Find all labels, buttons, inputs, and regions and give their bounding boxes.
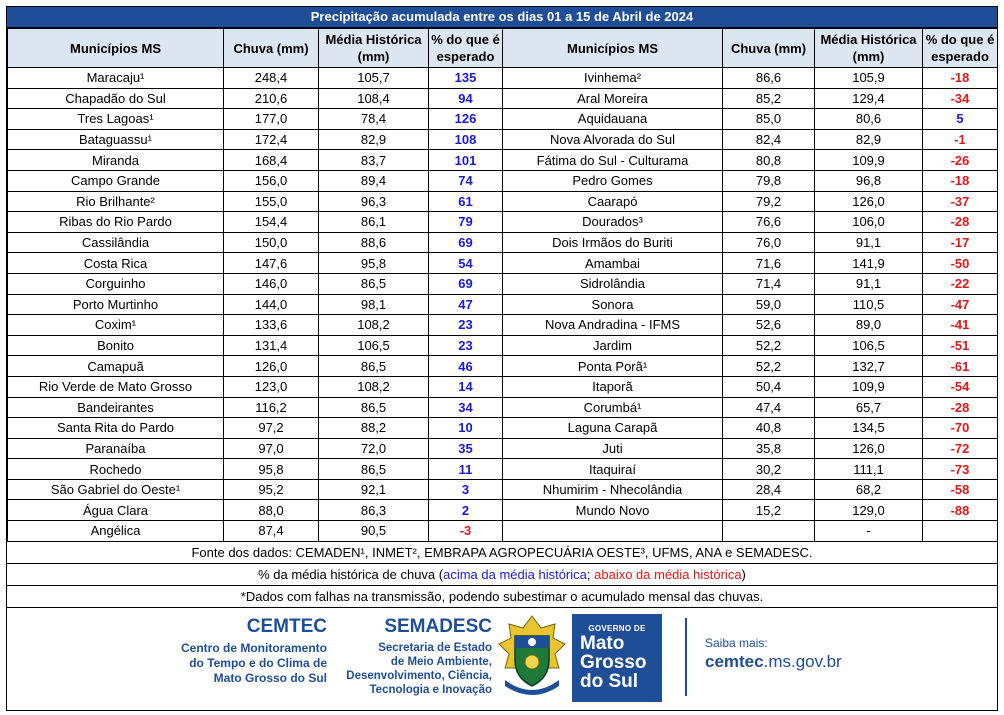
cell-name: Cassilândia	[8, 232, 224, 253]
cell-pct: -37	[923, 191, 998, 212]
table-row	[8, 253, 998, 274]
cell-name: Chapadão do Sul	[8, 88, 224, 109]
cell-media: -	[815, 521, 923, 542]
cell-media: 88,2	[319, 418, 429, 439]
table-row	[8, 191, 998, 212]
cell-chuva: 35,8	[723, 438, 815, 459]
cell-chuva: 40,8	[723, 418, 815, 439]
cell-media: 110,5	[815, 294, 923, 315]
cell-name: Corguinho	[8, 273, 224, 294]
cell-chuva: 71,4	[723, 273, 815, 294]
table-row	[8, 129, 998, 150]
table-row	[8, 232, 998, 253]
table-header-row	[8, 29, 998, 68]
transmission-note: *Dados com falhas na transmissão, podendo subestimar o acumulado mensal das chuvas.	[7, 586, 997, 608]
cell-media: 126,0	[815, 191, 923, 212]
cell-pct: 135	[429, 68, 503, 89]
cell-media: 106,0	[815, 212, 923, 233]
legend-sep: ;	[586, 566, 595, 582]
cell-name: Nhumirim - Nhecolândia	[503, 479, 723, 500]
cell-name: Coxim¹	[8, 315, 224, 336]
cell-media: 82,9	[815, 129, 923, 150]
gov-line3: do Sul	[580, 671, 639, 692]
cell-chuva: 97,2	[224, 418, 319, 439]
cell-pct: -1	[923, 129, 998, 150]
semadesc-line4: Tecnologia e Inovação	[369, 684, 492, 696]
precipitation-table	[7, 28, 998, 542]
cell-pct: -73	[923, 459, 998, 480]
cell-media: 109,9	[815, 376, 923, 397]
cell-pct: -28	[923, 397, 998, 418]
table-row	[8, 356, 998, 377]
cell-name: Juti	[503, 438, 723, 459]
cell-pct: 34	[429, 397, 503, 418]
cell-media: 105,7	[319, 68, 429, 89]
cell-chuva: 47,4	[723, 397, 815, 418]
cell-chuva: 52,2	[723, 335, 815, 356]
cell-name: Bandeirantes	[8, 397, 224, 418]
cell-chuva: 95,2	[224, 479, 319, 500]
cell-chuva	[723, 521, 815, 542]
cell-pct: 54	[429, 253, 503, 274]
cell-chuva: 76,0	[723, 232, 815, 253]
cell-chuva: 133,6	[224, 315, 319, 336]
table-row	[8, 294, 998, 315]
semadesc-line1: Secretaria de Estado	[378, 642, 492, 654]
header-chuva-right: Chuva (mm)	[723, 29, 815, 68]
cell-chuva: 156,0	[224, 170, 319, 191]
cell-media: 91,1	[815, 232, 923, 253]
cell-media: 72,0	[319, 438, 429, 459]
table-row	[8, 500, 998, 521]
cell-name: Sidrolândia	[503, 273, 723, 294]
cell-pct: -72	[923, 438, 998, 459]
cell-chuva: 95,8	[224, 459, 319, 480]
cell-pct: -41	[923, 315, 998, 336]
cell-pct: -34	[923, 88, 998, 109]
cell-name: Corumbá¹	[503, 397, 723, 418]
header-municipio-right: Municípios MS	[503, 29, 723, 68]
report-title: Precipitação acumulada entre os dias 01 a 15 de Abril de 2024	[7, 7, 997, 28]
website-rest: .ms.gov.br	[763, 652, 842, 671]
cell-chuva: 88,0	[224, 500, 319, 521]
cell-media: 86,5	[319, 356, 429, 377]
cemtec-line3: Mato Grosso do Sul	[213, 671, 327, 685]
cell-pct: -51	[923, 335, 998, 356]
cell-media: 126,0	[815, 438, 923, 459]
semadesc-line3: Desenvolvimento, Ciência,	[346, 670, 492, 682]
table-row	[8, 273, 998, 294]
cell-name: Camapuã	[8, 356, 224, 377]
cell-media: 88,6	[319, 232, 429, 253]
cell-chuva: 30,2	[723, 459, 815, 480]
cell-pct: -54	[923, 376, 998, 397]
table-row	[8, 212, 998, 233]
cell-name: Porto Murtinho	[8, 294, 224, 315]
cell-chuva: 147,6	[224, 253, 319, 274]
cell-pct: 126	[429, 109, 503, 130]
cell-name: Pedro Gomes	[503, 170, 723, 191]
cell-chuva: 52,2	[723, 356, 815, 377]
cell-pct: -70	[923, 418, 998, 439]
table-row	[8, 68, 998, 89]
cell-name: Campo Grande	[8, 170, 224, 191]
cell-chuva: 177,0	[224, 109, 319, 130]
table-row	[8, 109, 998, 130]
table-row	[8, 418, 998, 439]
legend-suffix: )	[741, 566, 746, 582]
cell-media: 86,3	[319, 500, 429, 521]
cell-media: 129,4	[815, 88, 923, 109]
cell-name: Sonora	[503, 294, 723, 315]
gov-small: GOVERNO DE	[588, 624, 646, 633]
cell-chuva: 28,4	[723, 479, 815, 500]
cell-media: 111,1	[815, 459, 923, 480]
cell-name: Rio Verde de Mato Grosso	[8, 376, 224, 397]
cell-chuva: 15,2	[723, 500, 815, 521]
cell-media: 134,5	[815, 418, 923, 439]
cell-pct: -3	[429, 521, 503, 542]
cell-name: São Gabriel do Oeste¹	[8, 479, 224, 500]
header-media-right: Média Histórica (mm)	[815, 29, 923, 68]
cell-pct: -18	[923, 68, 998, 89]
cell-pct: 35	[429, 438, 503, 459]
cell-chuva: 154,4	[224, 212, 319, 233]
table-row	[8, 479, 998, 500]
legend-above: acima da média histórica	[443, 566, 587, 582]
cell-media: 80,6	[815, 109, 923, 130]
cell-chuva: 150,0	[224, 232, 319, 253]
cell-chuva: 85,0	[723, 109, 815, 130]
cell-media: 91,1	[815, 273, 923, 294]
cell-media: 86,5	[319, 273, 429, 294]
cell-media: 68,2	[815, 479, 923, 500]
cell-media: 129,0	[815, 500, 923, 521]
cell-pct: 69	[429, 273, 503, 294]
cell-name: Itaquiraí	[503, 459, 723, 480]
cell-media: 108,4	[319, 88, 429, 109]
table-row	[8, 521, 998, 542]
cell-pct: 23	[429, 315, 503, 336]
cell-media: 108,2	[319, 376, 429, 397]
table-row	[8, 335, 998, 356]
table-row	[8, 170, 998, 191]
cell-media: 106,5	[815, 335, 923, 356]
table-row	[8, 397, 998, 418]
header-chuva-left: Chuva (mm)	[224, 29, 319, 68]
cell-chuva: 85,2	[723, 88, 815, 109]
cell-name: Rochedo	[8, 459, 224, 480]
cell-pct: 11	[429, 459, 503, 480]
cell-media: 106,5	[319, 335, 429, 356]
cell-name: Rio Brilhante²	[8, 191, 224, 212]
cell-media: 65,7	[815, 397, 923, 418]
cell-chuva: 131,4	[224, 335, 319, 356]
cell-pct: 10	[429, 418, 503, 439]
header-pct-left: % do que é esperado	[429, 29, 503, 68]
cell-name: Tres Lagoas¹	[8, 109, 224, 130]
cell-chuva: 76,6	[723, 212, 815, 233]
cell-name: Laguna Carapã	[503, 418, 723, 439]
cell-pct: 14	[429, 376, 503, 397]
legend-prefix: % da média histórica de chuva (	[258, 566, 444, 582]
footer-logos	[7, 606, 997, 710]
cell-name: Miranda	[8, 150, 224, 171]
cell-pct: 61	[429, 191, 503, 212]
cemtec-logo	[155, 616, 327, 686]
table-row	[8, 376, 998, 397]
cell-media: 105,9	[815, 68, 923, 89]
header-pct-right: % do que é esperado	[923, 29, 998, 68]
cell-name: Aral Moreira	[503, 88, 723, 109]
cell-media: 92,1	[319, 479, 429, 500]
government-logo	[572, 614, 662, 702]
cell-media: 90,5	[319, 521, 429, 542]
cell-name: Nova Andradina - IFMS	[503, 315, 723, 336]
cell-chuva: 172,4	[224, 129, 319, 150]
cemtec-line1: Centro de Monitoramento	[181, 641, 327, 655]
cell-media: 86,5	[319, 397, 429, 418]
cell-pct: -22	[923, 273, 998, 294]
table-row	[8, 315, 998, 336]
cell-chuva: 79,8	[723, 170, 815, 191]
cell-name: Mundo Novo	[503, 500, 723, 521]
cell-pct: -47	[923, 294, 998, 315]
cell-chuva: 80,8	[723, 150, 815, 171]
cell-media: 83,7	[319, 150, 429, 171]
cell-chuva: 210,6	[224, 88, 319, 109]
cell-chuva: 97,0	[224, 438, 319, 459]
cell-media: 78,4	[319, 109, 429, 130]
cell-pct: 2	[429, 500, 503, 521]
gov-line1: Mato	[580, 633, 625, 654]
cell-name: Itaporã	[503, 376, 723, 397]
state-seal-icon	[497, 614, 567, 702]
cell-name: Dourados³	[503, 212, 723, 233]
cell-name	[503, 521, 723, 542]
cemtec-name: CEMTEC	[246, 616, 327, 637]
table-row	[8, 88, 998, 109]
cell-name: Ivinhema²	[503, 68, 723, 89]
cell-pct: 5	[923, 109, 998, 130]
cell-name: Nova Alvorada do Sul	[503, 129, 723, 150]
semadesc-logo	[332, 616, 492, 697]
more-info	[705, 636, 842, 672]
cell-chuva: 123,0	[224, 376, 319, 397]
footer-divider	[685, 618, 687, 696]
website-bold: cemtec	[705, 652, 764, 671]
cell-media: 96,8	[815, 170, 923, 191]
cell-chuva: 86,6	[723, 68, 815, 89]
cell-pct: -17	[923, 232, 998, 253]
cell-chuva: 82,4	[723, 129, 815, 150]
cell-pct: -61	[923, 356, 998, 377]
cell-pct: -28	[923, 212, 998, 233]
cell-chuva: 155,0	[224, 191, 319, 212]
cell-chuva: 87,4	[224, 521, 319, 542]
cell-pct: 69	[429, 232, 503, 253]
website-link[interactable]	[705, 652, 842, 672]
cell-name: Maracaju¹	[8, 68, 224, 89]
cell-name: Ribas do Rio Pardo	[8, 212, 224, 233]
cell-pct: -58	[923, 479, 998, 500]
legend-below: abaixo da média histórica	[594, 566, 742, 582]
precipitation-report	[6, 6, 998, 711]
cell-name: Fátima do Sul - Culturama	[503, 150, 723, 171]
cell-chuva: 126,0	[224, 356, 319, 377]
cell-name: Costa Rica	[8, 253, 224, 274]
header-media-left: Média Histórica (mm)	[319, 29, 429, 68]
cell-media: 141,9	[815, 253, 923, 274]
cell-name: Bataguassu¹	[8, 129, 224, 150]
cell-media: 89,0	[815, 315, 923, 336]
cell-name: Paranaíba	[8, 438, 224, 459]
cell-pct: -88	[923, 500, 998, 521]
more-info-label: Saiba mais:	[705, 636, 768, 650]
cemtec-line2: do Tempo e do Clima de	[189, 656, 327, 670]
cell-chuva: 116,2	[224, 397, 319, 418]
cell-pct: 23	[429, 335, 503, 356]
cell-chuva: 144,0	[224, 294, 319, 315]
semadesc-line2: de Meio Ambiente,	[390, 656, 492, 668]
cell-name: Caarapó	[503, 191, 723, 212]
cell-name: Bonito	[8, 335, 224, 356]
cell-chuva: 168,4	[224, 150, 319, 171]
cell-pct	[923, 521, 998, 542]
cell-media: 108,2	[319, 315, 429, 336]
cell-pct: 79	[429, 212, 503, 233]
cell-name: Água Clara	[8, 500, 224, 521]
cell-chuva: 50,4	[723, 376, 815, 397]
cell-pct: -26	[923, 150, 998, 171]
cell-chuva: 79,2	[723, 191, 815, 212]
cell-pct: 3	[429, 479, 503, 500]
source-note: Fonte dos dados: CEMADEN¹, INMET², EMBRAPA AGROPECUÁRIA OESTE³, UFMS, ANA e SEMADESC.	[7, 542, 997, 564]
cell-media: 82,9	[319, 129, 429, 150]
cell-pct: 108	[429, 129, 503, 150]
cell-media: 109,9	[815, 150, 923, 171]
cell-media: 89,4	[319, 170, 429, 191]
cell-name: Ponta Porã¹	[503, 356, 723, 377]
cell-pct: 101	[429, 150, 503, 171]
cell-pct: 47	[429, 294, 503, 315]
cell-name: Jardim	[503, 335, 723, 356]
cell-media: 132,7	[815, 356, 923, 377]
semadesc-name: SEMADESC	[384, 616, 492, 637]
cell-media: 96,3	[319, 191, 429, 212]
cell-pct: 74	[429, 170, 503, 191]
cell-pct: 46	[429, 356, 503, 377]
cell-chuva: 59,0	[723, 294, 815, 315]
cell-name: Santa Rita do Pardo	[8, 418, 224, 439]
cell-chuva: 52,6	[723, 315, 815, 336]
cell-media: 95,8	[319, 253, 429, 274]
cell-pct: -50	[923, 253, 998, 274]
cell-chuva: 146,0	[224, 273, 319, 294]
cell-name: Amambai	[503, 253, 723, 274]
cell-media: 86,1	[319, 212, 429, 233]
table-row	[8, 150, 998, 171]
table-row	[8, 438, 998, 459]
cell-name: Dois Irmãos do Buriti	[503, 232, 723, 253]
cell-pct: 94	[429, 88, 503, 109]
color-legend	[7, 564, 997, 586]
cell-name: Angélica	[8, 521, 224, 542]
cell-media: 98,1	[319, 294, 429, 315]
cell-chuva: 248,4	[224, 68, 319, 89]
gov-line2: Grosso	[580, 652, 647, 673]
header-municipio-left: Municípios MS	[8, 29, 224, 68]
cell-name: Aquidauana	[503, 109, 723, 130]
cell-chuva: 71,6	[723, 253, 815, 274]
table-row	[8, 459, 998, 480]
cell-media: 86,5	[319, 459, 429, 480]
cell-pct: -18	[923, 170, 998, 191]
